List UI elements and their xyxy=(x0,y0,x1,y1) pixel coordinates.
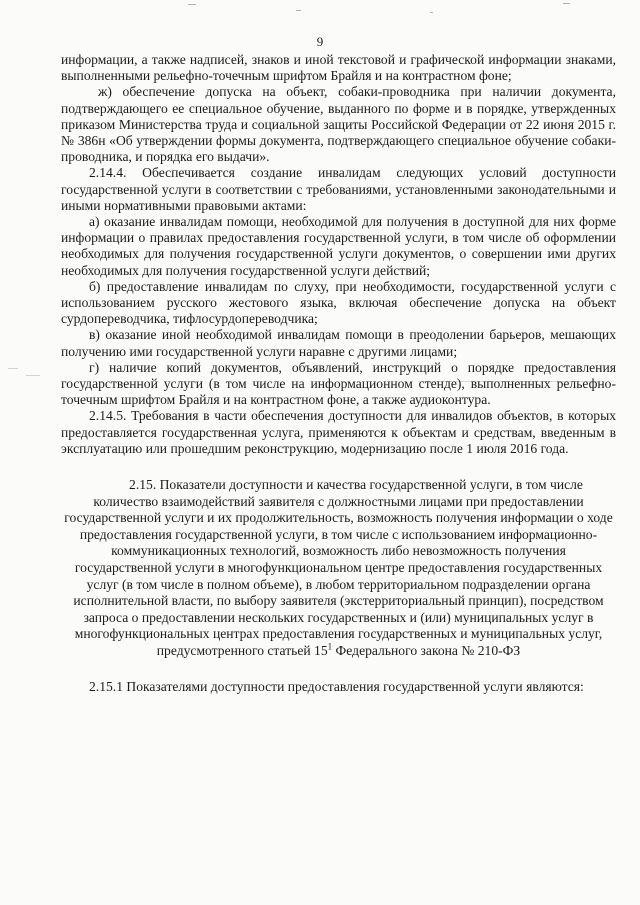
paragraph-item-v: в) оказание иной необходимой инвалидам помощи в преодолении барьеров, мешающих получению ими государственной услуги наравне с другими лицами; xyxy=(61,327,616,359)
scan-speck xyxy=(296,10,301,11)
paragraph-item-g: г) наличие копий документов, объявлений, инструкций о порядке предоставления государственной услуги (в том числе на информационном стенде), выполненных рельефно-точечным шрифтом Брайля и на контрастном фоне, а также аудиоконтура. xyxy=(61,359,616,408)
section-heading-text: 2.15. Показатели доступности и качества государственной услуги, в том числе количество взаимодействий заявителя с должностными лицами при предоставлении государственной услуги и их продолжительность, возможность получения информации о ходе предоставления государственной услуги, в том числе с использованием информационно-коммуникационных технологий, возможность либо невозможность получения государственной услуги в многофункциональном центре предоставления государственных услуг (в том числе в полном объеме), в любом территориальном подразделении органа исполнительной власти, по выбору заявителя (экстерриториальный принцип), посредством запроса о предоставлении нескольких государственных и (или) муниципальных услуг в многофункциональных центрах предоставления государственных и муниципальных услуг, предусмотренного статьей 15 xyxy=(64,477,613,659)
paragraph-braille-continuation: информации, а также надписей, знаков и иной текстовой и графической информации знаками, выполненными рельефно-точечным шрифтом Брайля и на контрастном фоне; xyxy=(61,52,616,84)
paragraph-item-a: а) оказание инвалидам помощи, необходимой для получения в доступной для них форме информации о правилах предоставления государственной услуги, в том числе об оформлении необходимых для получения государственной услуги документов, о совершении ими других необходимых для получения государственной услуги действий; xyxy=(61,214,616,278)
paragraph-2-14-4: 2.14.4. Обеспечивается создание инвалидам следующих условий доступности государственной услуги в соответствии с требованиями, установленными законодательными и иными нормативными правовыми актами: xyxy=(61,165,616,213)
paragraph-2-15-1: 2.15.1 Показателями доступности предоставления государственной услуги являются: xyxy=(89,678,584,694)
page-number: 9 xyxy=(316,34,324,49)
paragraph-item-b: б) предоставление инвалидам по слуху, при необходимости, государственной услуги с использованием русского жестового языка, включая обеспечение допуска на объект сурдопереводчика, тифлосурдопереводчика; xyxy=(61,278,616,327)
paragraph-2-14-5: 2.14.5. Требования в части обеспечения доступности для инвалидов объектов, в которых предоставляется государственная услуга, применяются к объектам и средствам, введенным в эксплуатацию или прошедшим реконструкцию, модернизацию после 1 июля 2016 года. xyxy=(61,408,616,456)
paragraph-guide-dog-access: ж) обеспечение допуска на объект, собаки-проводника при наличии документа, подтверждающего ее специальное обучение, выданного по форме и в порядке, утвержденных приказом Министерства труда и социальной защиты Российской Федерации от 22 июня 2015 г. № 386н «Об утверждении формы документа, подтверждающего специальное обучение собаки-проводника, и порядка его выдачи». xyxy=(61,84,616,165)
section-heading-2-15 xyxy=(61,477,616,660)
section-heading-superscript: 1 xyxy=(327,641,333,652)
scan-speck xyxy=(430,12,433,13)
scan-speck xyxy=(563,3,570,4)
scan-speck xyxy=(26,375,40,376)
section-heading-tail: Федерального закона № 210-ФЗ xyxy=(332,643,521,659)
scan-speck xyxy=(188,4,196,5)
scan-speck xyxy=(8,368,18,369)
document-body xyxy=(61,52,616,695)
